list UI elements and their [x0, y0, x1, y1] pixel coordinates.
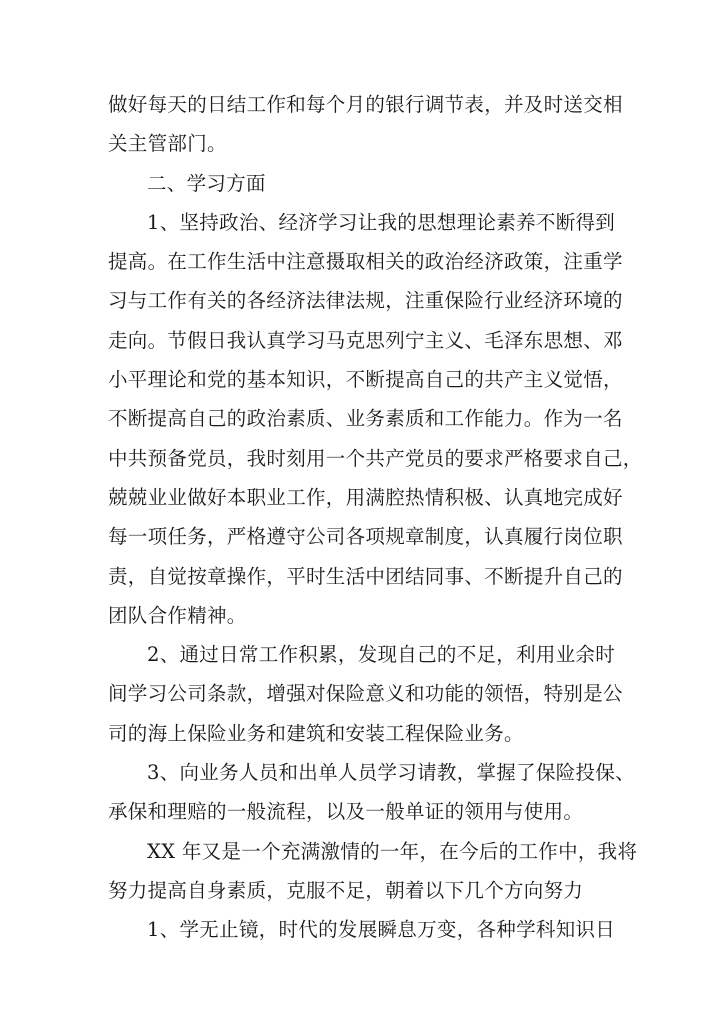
text-line: XX 年又是一个充满激情的一年，在今后的工作中，我将 [147, 839, 638, 863]
text-line: 不断提高自己的政治素质、业务素质和工作能力。作为一名 [108, 407, 623, 431]
text-line: 走向。节假日我认真学习马克思列宁主义、毛泽东思想、邓 [108, 328, 623, 352]
text-line: 习与工作有关的各经济法律法规，注重保险行业经济环境的 [108, 289, 623, 313]
text-line: 团队合作精神。 [108, 603, 247, 627]
text-line: 1、学无止镜，时代的发展瞬息万变，各种学科知识日 [147, 918, 616, 942]
text-line: 责，自觉按章操作，平时生活中团结同事、不断提升自己的 [108, 564, 623, 588]
text-line: 1、坚持政治、经济学习让我的思想理论素养不断得到 [147, 210, 616, 234]
text-line: 小平理论和党的基本知识，不断提高自己的共产主义觉悟， [108, 368, 623, 392]
text-line: 中共预备党员，我时刻用一个共产党员的要求严格要求自己， [108, 446, 643, 470]
text-line: 关主管部门。 [108, 132, 227, 156]
text-line: 司的海上保险业务和建筑和安装工程保险业务。 [108, 721, 524, 745]
text-line: 努力提高自身素质，克服不足，朝着以下几个方向努力 [108, 878, 584, 902]
text-line: 二、学习方面 [147, 171, 266, 195]
text-line: 3、向业务人员和出单人员学习请教，掌握了保险投保、 [147, 761, 635, 785]
text-line: 间学习公司条款，增强对保险意义和功能的领悟，特别是公 [108, 682, 623, 706]
text-line: 做好每天的日结工作和每个月的银行调节表，并及时送交相 [108, 93, 623, 116]
text-line: 2、通过日常工作积累，发现自己的不足，利用业余时 [147, 643, 616, 667]
text-line: 兢兢业业做好本职业工作，用满腔热情积极、认真地完成好 [108, 485, 623, 509]
document-body [108, 85, 643, 950]
text-line: 提高。在工作生活中注意摄取相关的政治经济政策，注重学 [108, 250, 623, 274]
text-line: 承保和理赔的一般流程，以及一般单证的领用与使用。 [108, 800, 584, 824]
text-line: 每一项任务，严格遵守公司各项规章制度，认真履行岗位职 [108, 525, 623, 549]
